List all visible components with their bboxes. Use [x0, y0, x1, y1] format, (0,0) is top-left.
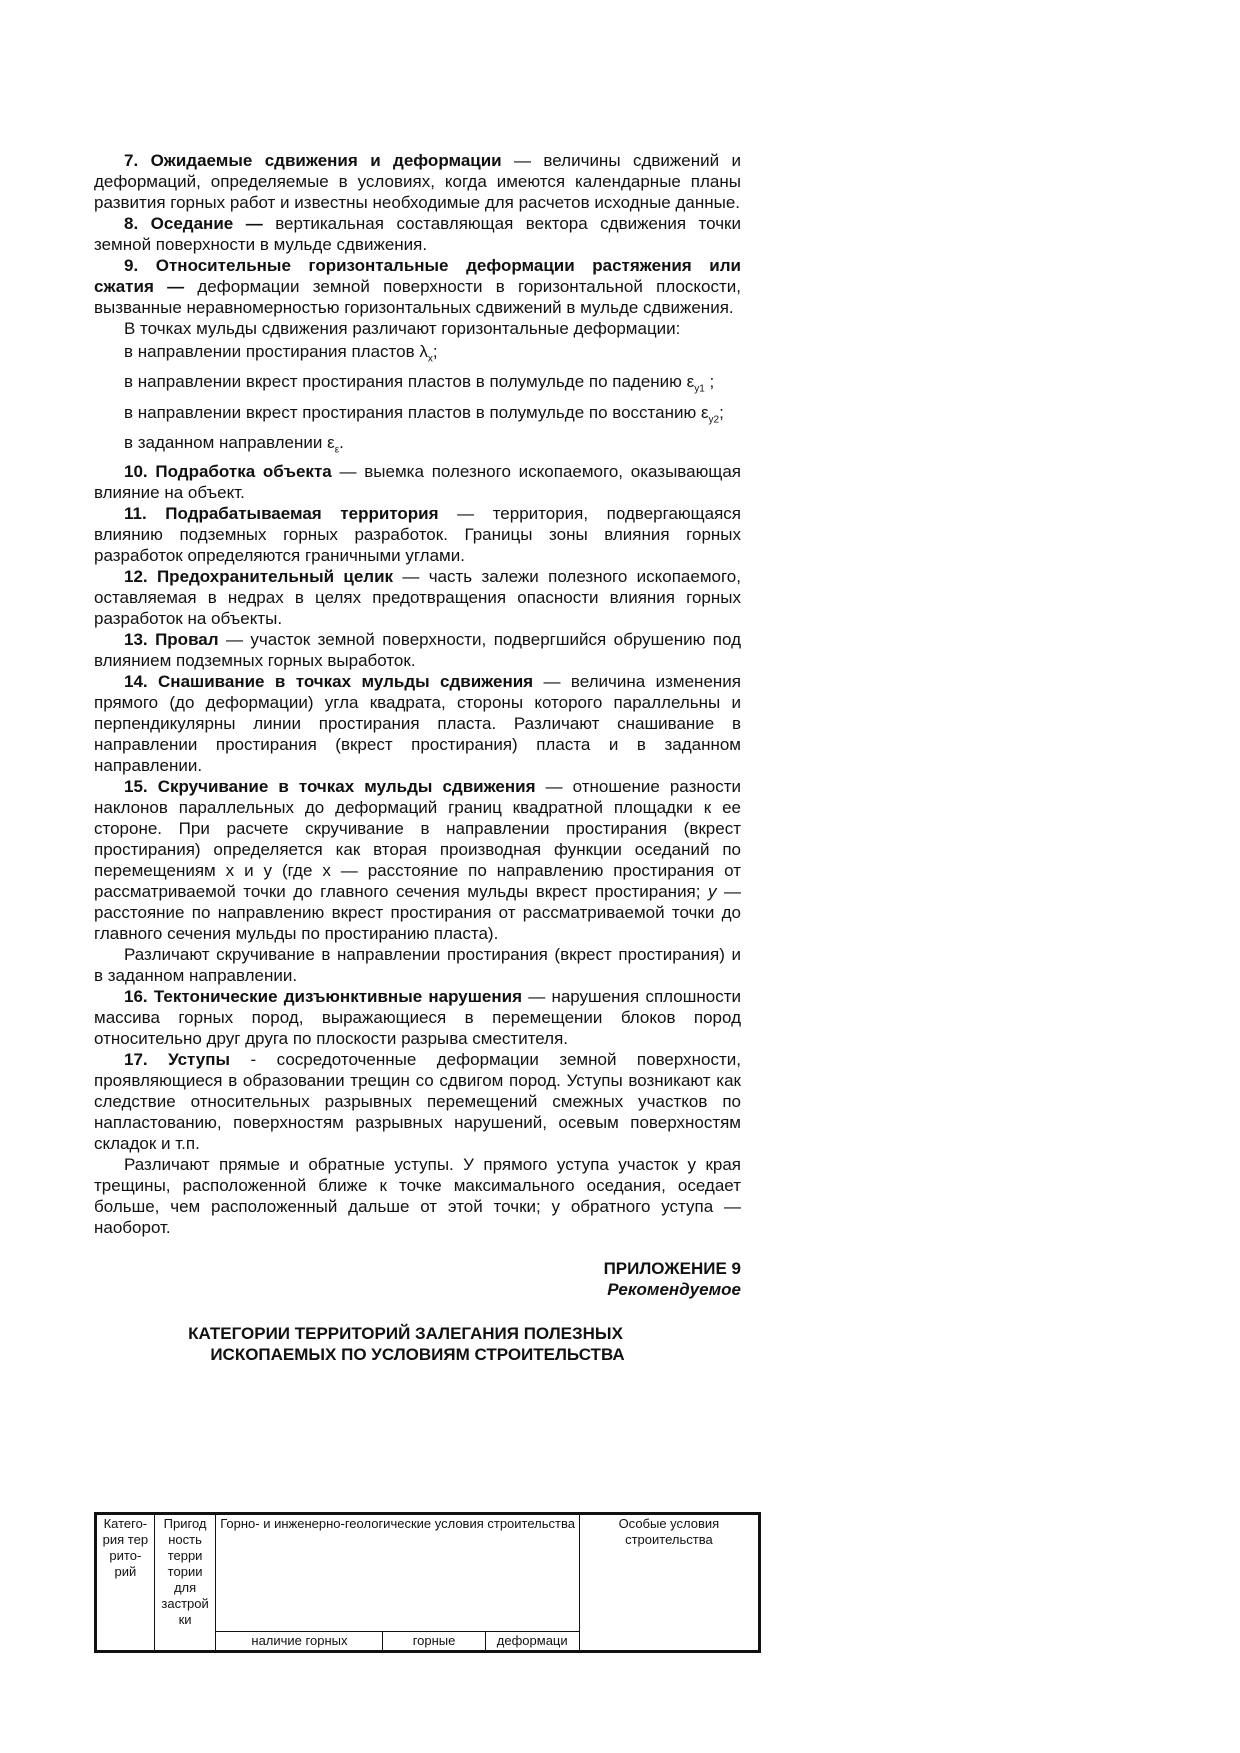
header-category: Катего-рия тер рито-рий: [96, 1514, 155, 1652]
end-9-e: .: [339, 433, 344, 453]
appendix-title-line1: КАТЕГОРИИ ТЕРРИТОРИЙ ЗАЛЕГАНИЯ ПОЛЕЗНЫХ: [188, 1323, 623, 1343]
text-8: вертикальная составляющая вектора сдвижения точки земной поверхности в мульде сдвижения.: [94, 214, 741, 254]
term-9: 9. Относительные горизонтальные деформации растяжения или сжатия —: [94, 256, 741, 296]
text-17: - сосредоточенные деформации земной поверхности, проявляющиеся в образовании трещин со сдвигом пород. Уступы возникают как следствие относительных разрывных перемещений смежных участков по напластованию, поверхностям разрывных нарушений, осевым поверхностям складок и т.п.: [94, 1049, 741, 1153]
term-17: 17. Уступы: [124, 1049, 231, 1069]
sub-9-b: x: [427, 353, 433, 365]
appendix-header: [94, 1258, 741, 1300]
appendix-title-line2: ИСКОПАЕМЫХ ПО УСЛОВИЯМ СТРОИТЕЛЬСТВА: [210, 1344, 625, 1364]
table-header-row: [96, 1514, 760, 1632]
paragraph-9-b: [94, 341, 741, 369]
sub-9-e: ε: [334, 444, 340, 456]
paragraph-17: [94, 1049, 741, 1154]
term-7: 7. Ожидаемые сдвижения и деформации: [124, 151, 502, 170]
header-geology: Горно- и инженерно-геологические условия строительства: [216, 1514, 579, 1632]
term-15: 15. Скручивание в точках мульды сдвижения: [124, 776, 536, 796]
text-11: — территория, подвергающаяся влиянию подземных горных разработок. Границы зоны влияния горных разработок определяются граничными углами.: [94, 503, 741, 565]
sub-9-c: y1: [694, 383, 705, 395]
text-9-e: в заданном направлении ε: [124, 433, 335, 453]
paragraph-12: [94, 566, 741, 629]
text-7: — величины сдвижений и деформаций, определяемые в условиях, когда имеются календарные планы развития горных работ и известны необходимые для расчетов исходные данные.: [94, 151, 741, 212]
paragraph-7: [94, 150, 741, 213]
paragraph-17-b: Различают прямые и обратные уступы. У прямого уступа участок у края трещины, расположенной ближе к точке максимального оседания, оседает больше, чем расположенный дальше от этой точки; у обратного уступа — наоборот.: [94, 1154, 741, 1237]
term-12: 12. Предохранительный целик: [124, 566, 394, 586]
header-suitability: Пригод ность терри тории для застрой ки: [154, 1514, 216, 1652]
text-9-b: в направлении простирания пластов λ: [124, 342, 428, 361]
paragraph-15: [94, 776, 741, 944]
categories-table: [94, 1512, 761, 1653]
end-9-b: ;: [432, 342, 438, 361]
text-13: — участок земной поверхности, подвергшийся обрушению под влиянием подземных горных выработок.: [94, 629, 741, 670]
text-12: — часть залежи полезного ископаемого, оставляемая в недрах в целях предотвращения опасности влияния горных разработок на объекты.: [94, 566, 741, 628]
paragraph-8: [94, 213, 741, 255]
text-14: — величина изменения прямого (до деформации) угла квадрата, стороны которого параллельны и перпендикулярны линии простирания пласта. Различают снашивание в направлении простирания (вкрест простирания) пласта и в заданном направлении.: [94, 671, 741, 775]
subheader-mining: наличие горных: [216, 1632, 383, 1652]
term-8: 8. Оседание —: [124, 214, 263, 233]
paragraph-15-b: Различают скручивание в направлении простирания (вкрест простирания) и в заданном направлении.: [94, 944, 741, 985]
text-9: деформации земной поверхности в горизонтальной плоскости, вызванные неравномерностью горизонтальных сдвижений в мульде сдвижения.: [94, 277, 741, 317]
appendix-label: ПРИЛОЖЕНИЕ 9: [603, 1258, 741, 1278]
paragraph-9-d: [94, 402, 741, 430]
sub-9-d: y2: [708, 414, 720, 426]
term-16: 16. Тектонические дизъюнктивные нарушения: [124, 986, 522, 1006]
document-page: [94, 150, 741, 1365]
term-11: 11. Подрабатываемая территория: [124, 503, 439, 523]
subheader-deformation: деформаци: [485, 1632, 579, 1652]
text-16: — нарушения сплошности массива горных пород, выражающиеся в перемещении блоков пород относительно друг друга по плоскости разрыва сместителя.: [94, 986, 741, 1048]
header-special: Особые условия строительства: [579, 1514, 759, 1652]
term-10: 10. Подработка объекта: [124, 461, 332, 481]
end-9-d: ;: [719, 402, 724, 422]
paragraph-16: [94, 986, 741, 1049]
appendix-status: Рекомендуемое: [607, 1279, 741, 1299]
var-y: y: [708, 881, 717, 901]
paragraph-9-e: [94, 432, 741, 460]
appendix-title: [94, 1323, 741, 1365]
text-15: — отношение разности наклонов параллельных до деформаций границ квадратной площадки к ее стороне. При расчете скручивание в направлении простирания (вкрест простирания) определяется как вторая производная функции оседаний по перемещениям x и y (где x — расстояние по направлению простирания от рассматриваемой точки до главного сечения мульды вкрест простирания;: [94, 776, 741, 901]
subheader-mountain: горные: [383, 1632, 485, 1652]
paragraph-9-a: В точках мульды сдвижения различают горизонтальные деформации:: [124, 319, 681, 338]
paragraph-9-c: [94, 371, 741, 399]
end-9-c: ;: [704, 372, 715, 392]
paragraph-9: [94, 255, 741, 318]
term-14: 14. Снашивание в точках мульды сдвижения: [124, 671, 534, 691]
text-9-c: в направлении вкрест простирания пластов в полумульде по падению ε: [124, 372, 695, 392]
paragraph-11: [94, 503, 741, 566]
text-15-2: — расстояние по направлению вкрест простирания от рассматриваемой точки до главного сечения мульды по простиранию пласта).: [94, 881, 741, 943]
paragraph-13: [94, 629, 741, 671]
paragraph-10: [94, 461, 741, 503]
paragraph-14: [94, 671, 741, 776]
text-9-d: в направлении вкрест простирания пластов в полумульде по восстанию ε: [124, 402, 709, 422]
term-13: 13. Провал: [124, 629, 219, 649]
text-10: — выемка полезного ископаемого, оказывающая влияние на объект.: [94, 461, 742, 502]
